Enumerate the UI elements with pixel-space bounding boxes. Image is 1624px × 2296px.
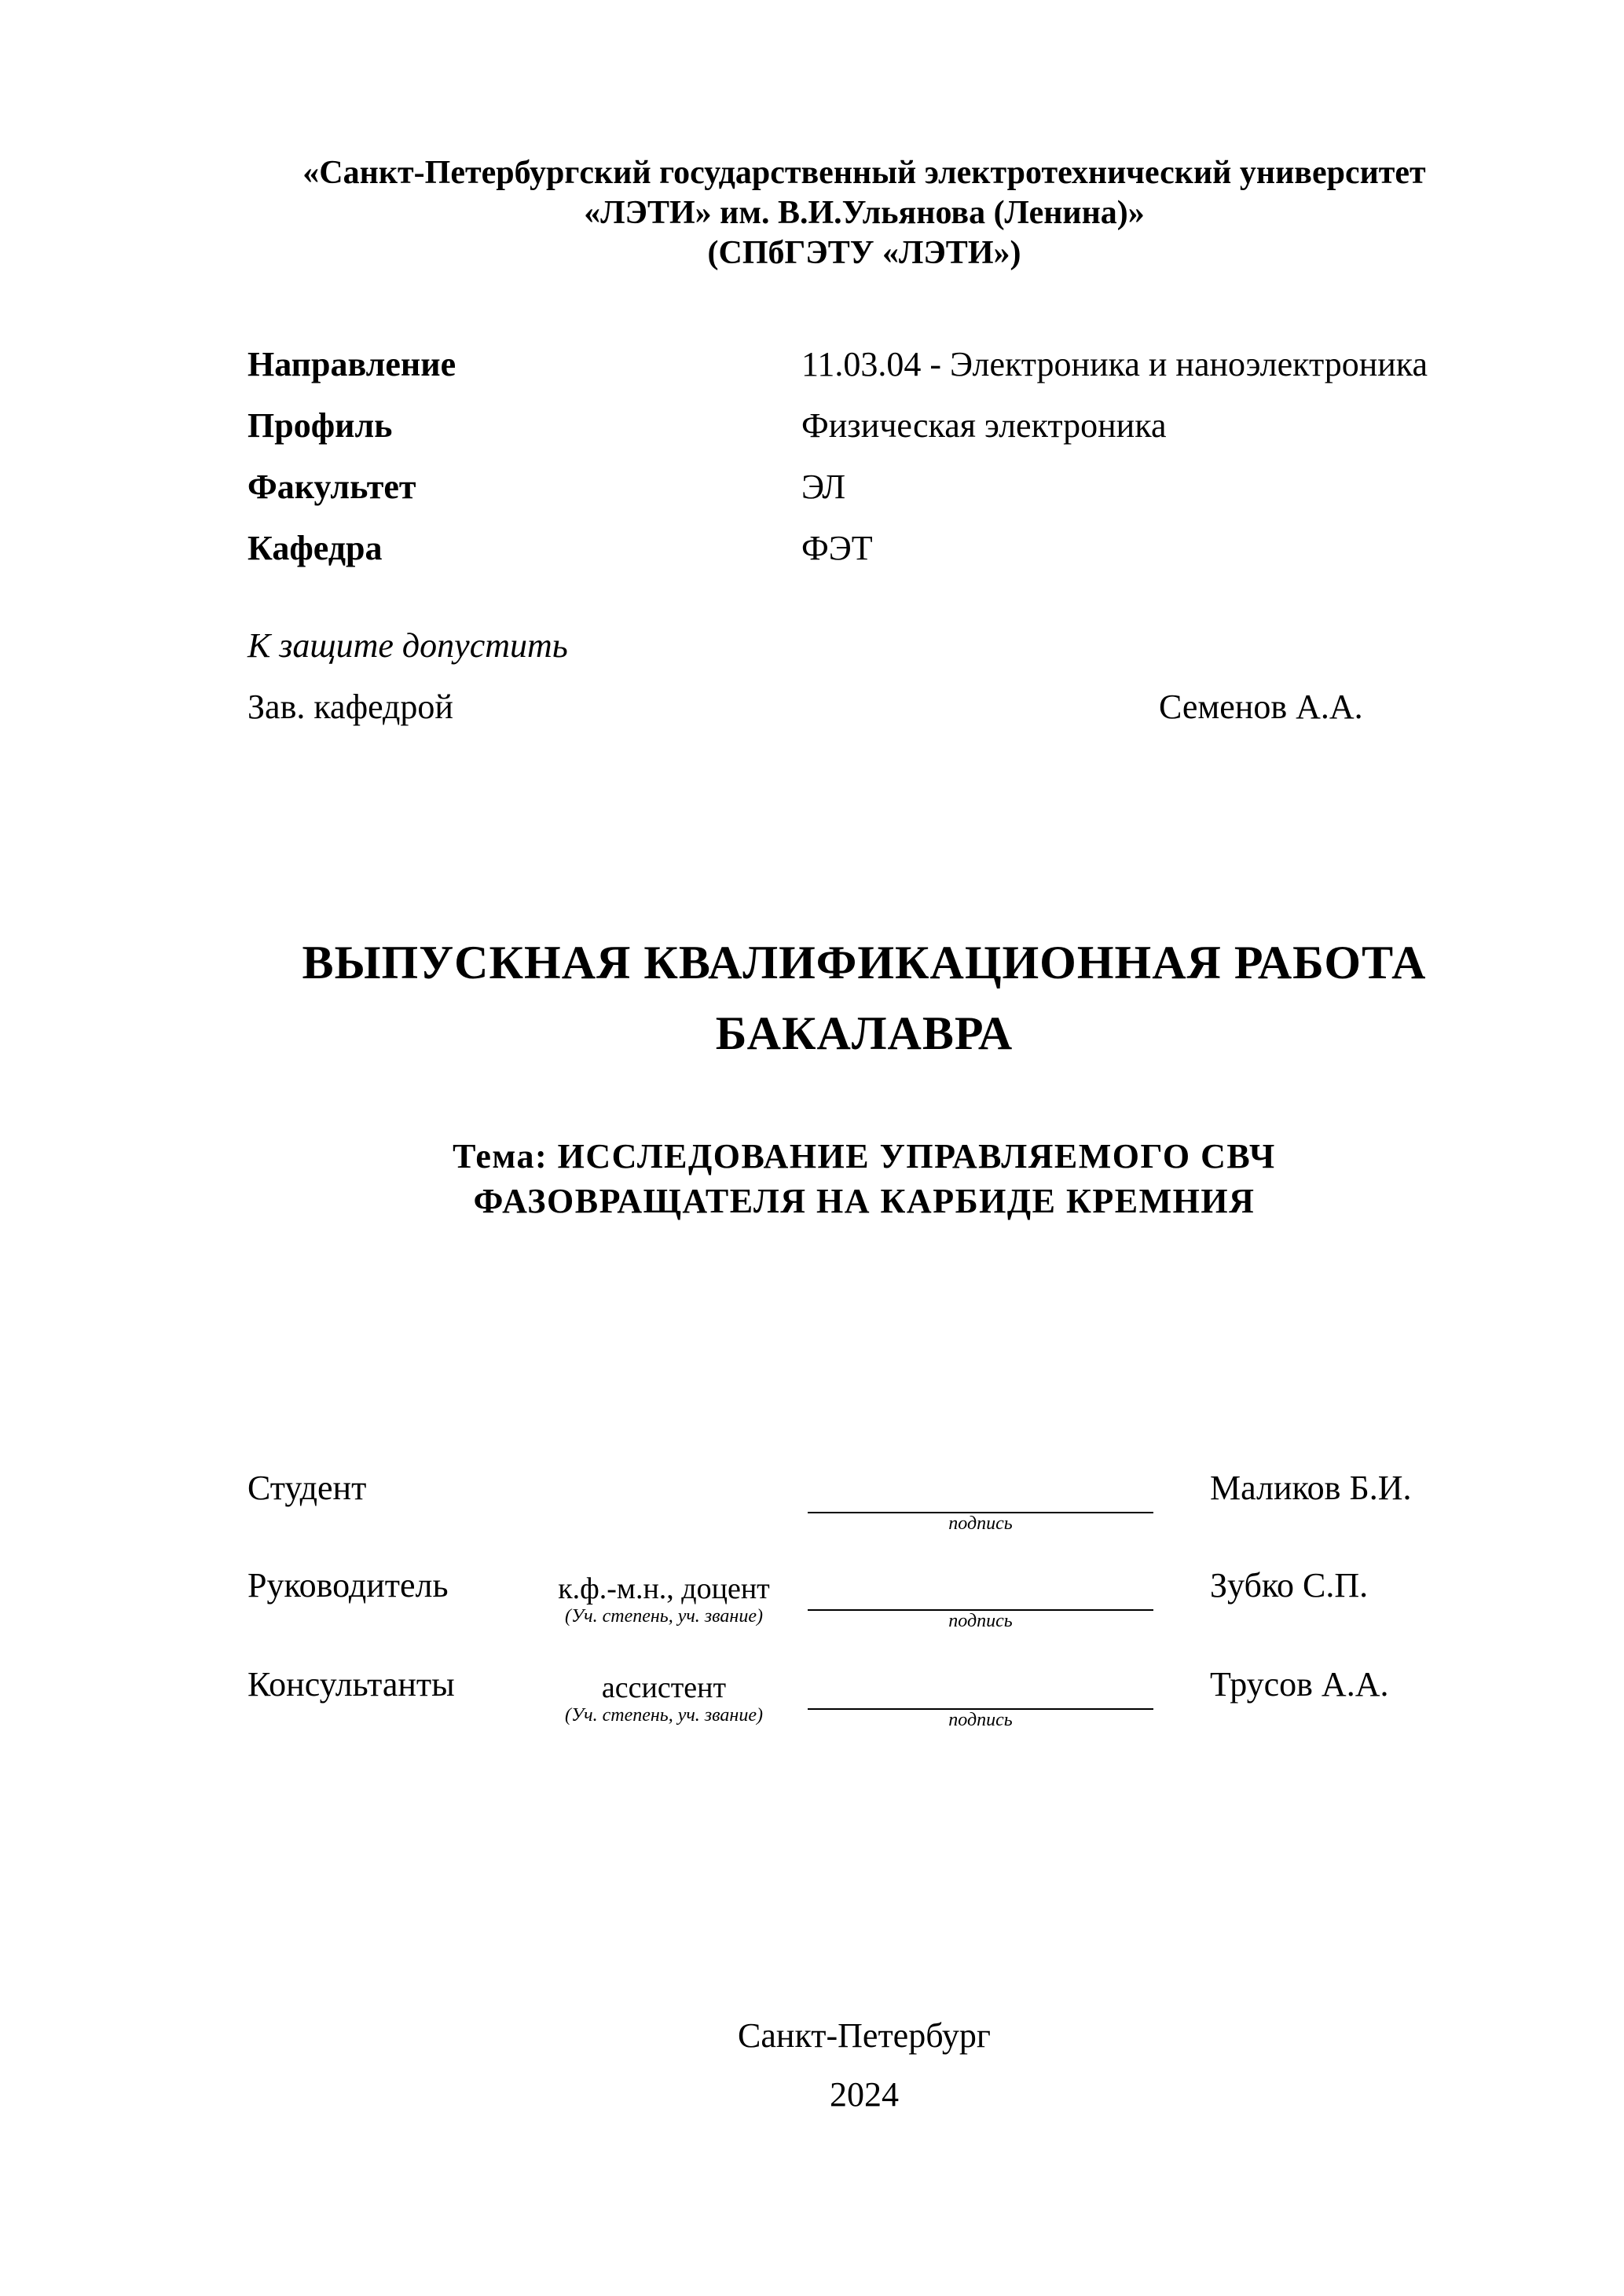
faculty-label: Факультет xyxy=(247,468,416,506)
admit-to-defense: К защите допустить xyxy=(247,626,568,665)
direction-value: 11.03.04 - Электроника и наноэлектроника xyxy=(801,345,1428,383)
consultant-degree: ассистент xyxy=(601,1671,727,1704)
thesis-topic xyxy=(0,1134,1624,1223)
consultant-degree-caption: (Уч. степень, уч. звание) xyxy=(565,1705,763,1726)
university-header xyxy=(0,153,1624,273)
supervisor-role: Руководитель xyxy=(247,1566,449,1605)
topic-line: ФАЗОВРАЩАТЕЛЯ НА КАРБИДЕ КРЕМНИЯ xyxy=(473,1182,1256,1220)
supervisor-degree: к.ф.-м.н., доцент xyxy=(558,1572,770,1605)
student-signature-caption: подпись xyxy=(948,1513,1013,1534)
student-role: Студент xyxy=(247,1469,367,1507)
topic-line: Тема: ИССЛЕДОВАНИЕ УПРАВЛЯЕМОГО СВЧ xyxy=(453,1137,1276,1176)
title-line: БАКАЛАВРА xyxy=(715,1007,1014,1059)
title-line: ВЫПУСКНАЯ КВАЛИФИКАЦИОННАЯ РАБОТА xyxy=(302,937,1427,988)
university-abbreviation: (СПбГЭТУ «ЛЭТИ») xyxy=(707,235,1021,271)
consultant-name: Трусов А.А. xyxy=(1210,1665,1389,1704)
supervisor-signature-caption: подпись xyxy=(948,1611,1013,1631)
supervisor-degree-caption: (Уч. степень, уч. звание) xyxy=(565,1606,763,1627)
supervisor-name: Зубко С.П. xyxy=(1210,1566,1369,1605)
department-label: Кафедра xyxy=(247,529,383,567)
document-title xyxy=(0,927,1624,1069)
faculty-value: ЭЛ xyxy=(801,468,846,506)
head-of-department-label: Зав. кафедрой xyxy=(247,688,453,726)
year: 2024 xyxy=(830,2075,899,2114)
consultant-role: Консультанты xyxy=(247,1665,455,1704)
department-value: ФЭТ xyxy=(801,529,873,567)
student-name: Маликов Б.И. xyxy=(1210,1469,1412,1507)
city: Санкт-Петербург xyxy=(738,2016,991,2055)
university-name-line: «ЛЭТИ» им. В.И.Ульянова (Ленина)» xyxy=(584,195,1145,231)
head-of-department-name: Семенов А.А. xyxy=(1159,688,1363,726)
university-name-line: «Санкт-Петербургский государственный электротехнический университет xyxy=(302,155,1426,191)
profile-value: Физическая электроника xyxy=(801,406,1167,445)
profile-label: Профиль xyxy=(247,406,393,445)
consultant-signature-caption: подпись xyxy=(948,1710,1013,1730)
direction-label: Направление xyxy=(247,345,456,383)
